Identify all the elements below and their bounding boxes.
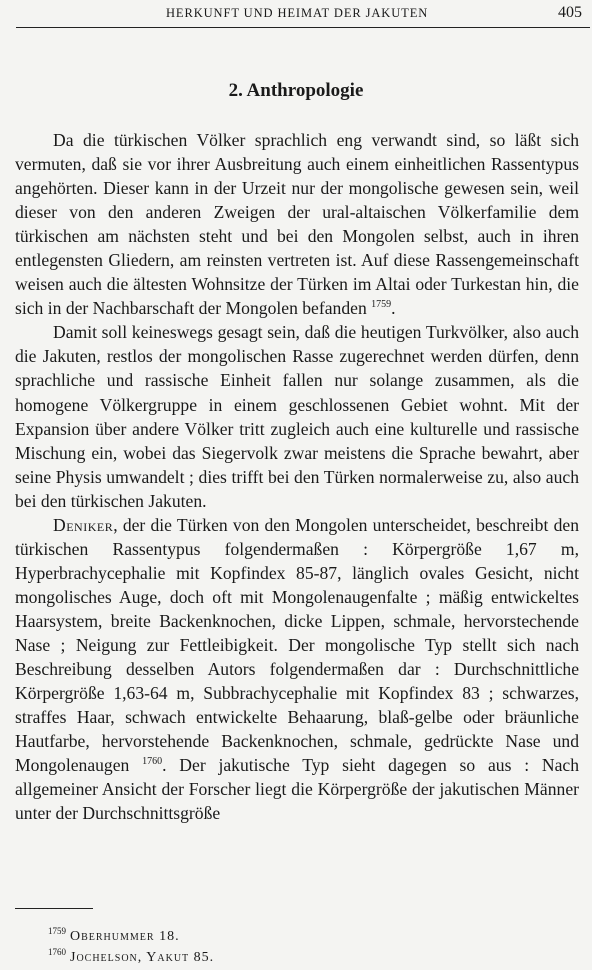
footnote-mark: 1759 (48, 926, 66, 937)
footnote-ref-1760: 1760 (142, 756, 163, 768)
footnote-mark: 1760 (48, 947, 66, 958)
paragraph-1-end: . (391, 298, 396, 319)
footnote-text: Jochelson, Yakut 85. (70, 950, 215, 965)
running-header (52, 4, 592, 22)
footnote-text: Oberhummer 18. (70, 929, 180, 944)
footnote-rule (15, 908, 93, 909)
paragraph-3 (15, 513, 579, 826)
running-title: HERKUNFT UND HEIMAT DER JAKUTEN (166, 6, 429, 20)
footnotes (48, 926, 214, 968)
paragraph-1 (15, 128, 579, 320)
body-text (15, 128, 579, 825)
page-number: 405 (558, 4, 582, 21)
footnote-1 (48, 926, 214, 947)
paragraph-3-text-a: , der die Türken von den Mongolen unterscheidet, beschreibt den türkischen Rassentypus folgendermaßen : Körpergröße 1,67 m, Hyperbrachycephalie mit Kopfindex 85-87, länglich ovales Gesicht, nicht mongolisches Auge, doch oft mit Mongolenaugenfalte ; mäßig entwickeltes Haarsystem, breite Backenknochen, dicke Lippen, schmale, hervorstechende Nase ; Neigung zur Fettleibigkeit. Der mongolische Typ stellt sich nach Beschreibung desselben Autors folgendermaßen dar : Durchschnittliche Körpergröße 1,63-64 m, Subbrachycephalie mit Kopfindex 83 ; schwarzes, straffes Haar, schwach entwickelte Behaarung, blaß-gelbe oder bräunliche Hautfarbe, hervorstehende Backenknochen, schmale, gedrückte Nase und Mongolenaugen (15, 514, 579, 776)
paragraph-1-text: Da die türkischen Völker sprachlich eng verwandt sind, so läßt sich vermuten, daß sie vor ihrer Ausbreitung auch einem einheitlichen Rassentypus angehörten. Dieser kann in der Urzeit nur der mongolische gewesen sein, weil dieser von den anderen Zweigen der ural-altaischen Völkerfamilie dem türkischen am nächsten steht und bei den Mongolen selbst, auch in ihren entlegensten Gliedern, am reinsten vertreten ist. Auf diese Rassengemeinschaft weisen auch die ältesten Wohnsitze der Türken im Altai oder Turkestan hin, die sich in der Nachbarschaft der Mongolen befanden (15, 130, 579, 319)
section-title: 2. Anthropologie (228, 80, 364, 101)
footnote-2 (48, 947, 214, 968)
paragraph-2 (15, 320, 579, 512)
paragraph-3-text-b: . Der jakutische Typ sieht dagegen so aus : Nach allgemeiner Ansicht der Forscher liegt die Körpergröße der jakutischen Männer unter der Durchschnittsgröße (15, 755, 579, 824)
paragraph-2-text: Damit soll keineswegs gesagt sein, daß die heutigen Turkvölker, also auch die Jakuten, restlos der mongolischen Rasse zugerechnet werden dürfen, denn sprachliche und rassische Einheit fallen nur solange zusammen, als die homogene Völkergruppe in einem geschlossenen Gebiet wohnt. Mit der Expansion über andere Völker tritt zugleich auch eine kulturelle und rassische Mischung ein, wobei das Siegervolk zwar meistens die Sprache bewahrt, aber seine Physis umwandelt ; dies trifft bei den Türken normalerweise zu, also auch bei den türkischen Jakuten. (15, 322, 579, 511)
footnote-ref-1759: 1759 (371, 299, 392, 311)
header-rule (16, 27, 590, 28)
author-name: Deniker (53, 514, 114, 535)
